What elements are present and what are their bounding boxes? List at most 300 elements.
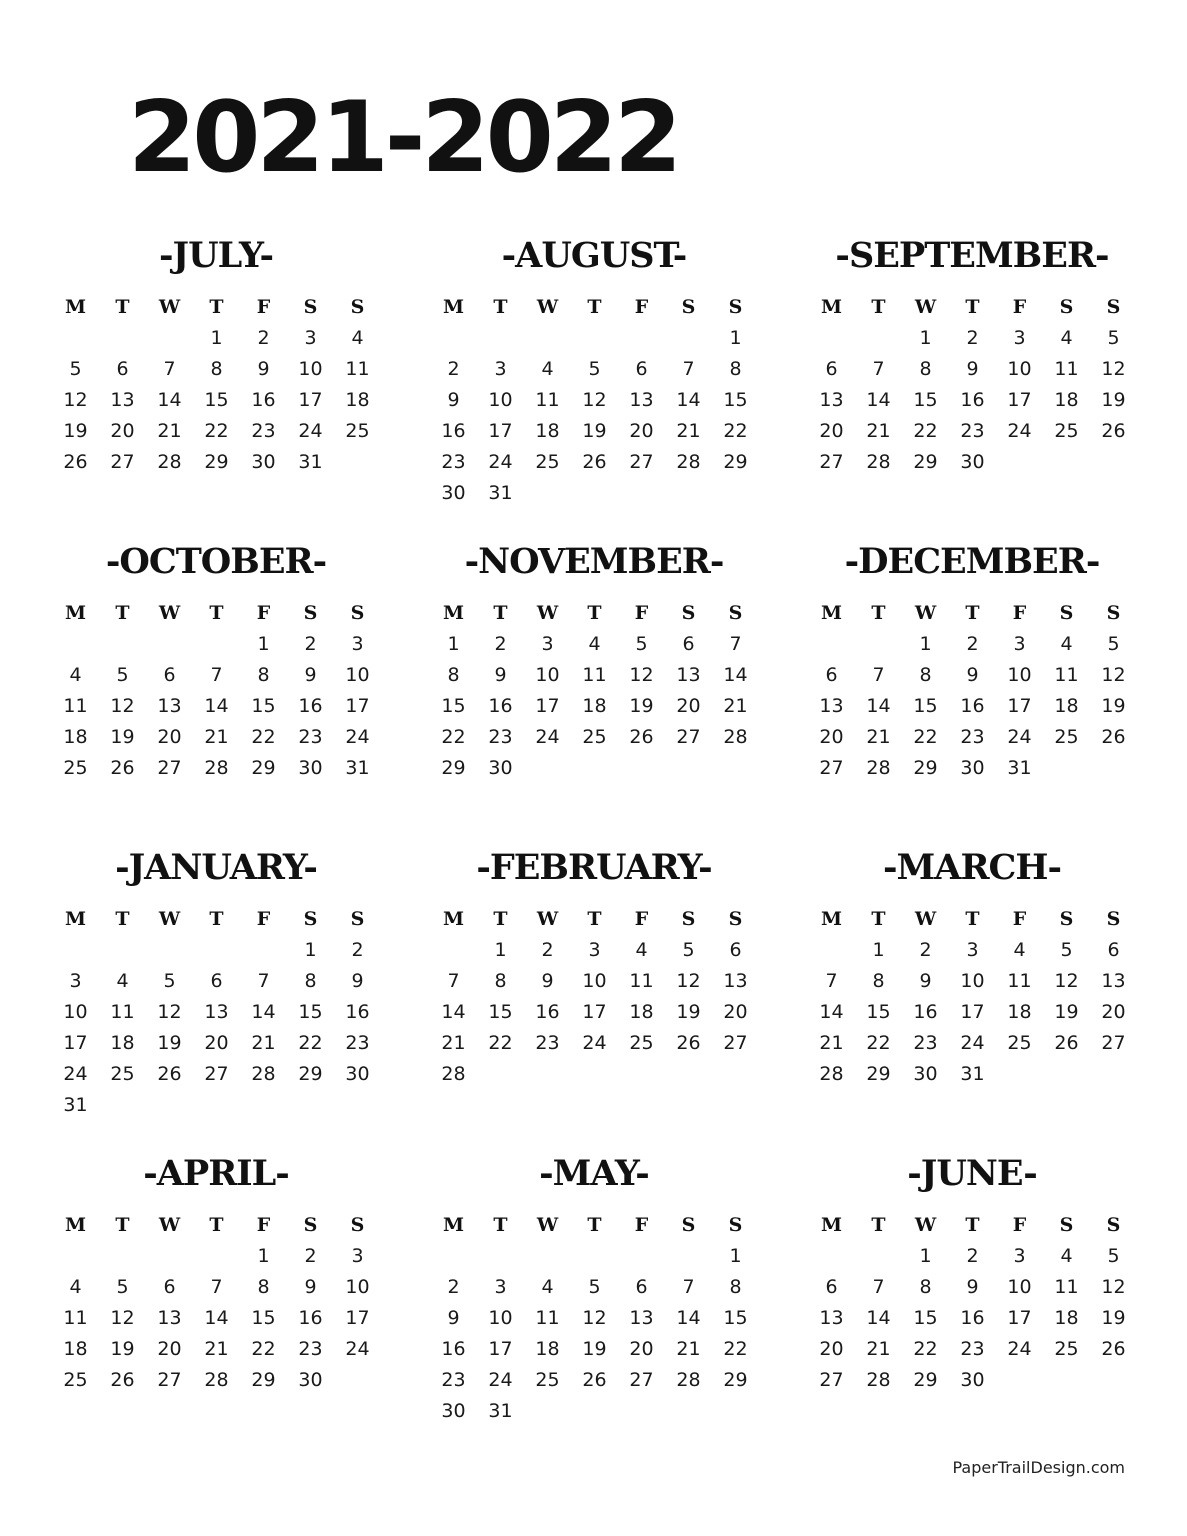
day-cell: 18	[535, 1338, 560, 1360]
day-cell: 30	[298, 1369, 323, 1391]
day-cell: 12	[1101, 664, 1126, 686]
day-cell: 21	[676, 1338, 701, 1360]
day-cell: 24	[488, 1369, 513, 1391]
day-cell: 4	[351, 327, 364, 349]
weekday-header: S	[728, 296, 743, 318]
day-cell: 7	[210, 1276, 223, 1298]
weekday-header: M	[820, 296, 843, 318]
day-cell: 8	[872, 970, 885, 992]
weekday-header: T	[871, 1214, 886, 1236]
weekday-header: S	[350, 296, 365, 318]
day-cell: 25	[1054, 420, 1079, 442]
day-cell: 4	[635, 939, 648, 961]
day-cell: 30	[960, 451, 985, 473]
day-cell: 9	[919, 970, 932, 992]
weekday-header: S	[303, 908, 318, 930]
day-cell: 7	[682, 358, 695, 380]
day-cell: 3	[541, 633, 554, 655]
weekday-header: M	[820, 602, 843, 624]
empty-day-cell	[524, 1241, 571, 1272]
day-cell: 10	[1007, 664, 1032, 686]
month-name: -AUGUST-	[501, 235, 687, 276]
weekday-header: F	[1012, 1214, 1027, 1236]
day-cell: 22	[913, 726, 938, 748]
day-cell: 3	[588, 939, 601, 961]
weekday-header: T	[209, 1214, 224, 1236]
day-cell: 19	[157, 1032, 182, 1054]
day-cell: 11	[1007, 970, 1032, 992]
day-cell: 19	[582, 420, 607, 442]
day-cell: 21	[676, 420, 701, 442]
month-calendar	[52, 228, 388, 534]
month-name: -DECEMBER-	[844, 541, 1100, 582]
day-cell: 13	[110, 389, 135, 411]
day-cell: 23	[345, 1032, 370, 1054]
day-cell: 26	[582, 451, 607, 473]
day-cell: 13	[819, 389, 844, 411]
month-calendar	[52, 840, 388, 1146]
day-cell: 11	[1054, 664, 1079, 686]
day-cell: 1	[494, 939, 507, 961]
day-cell: 6	[163, 664, 176, 686]
month-name: -APRIL-	[143, 1153, 289, 1194]
weekday-header: F	[256, 1214, 271, 1236]
day-cell: 6	[163, 1276, 176, 1298]
day-cell: 12	[1101, 1276, 1126, 1298]
day-cell: 25	[535, 1369, 560, 1391]
day-cell: 20	[723, 1001, 748, 1023]
day-cell: 2	[966, 1245, 979, 1267]
day-cell: 6	[729, 939, 742, 961]
empty-day-cell	[524, 323, 571, 354]
empty-day-cell	[855, 323, 902, 354]
day-cell: 10	[298, 358, 323, 380]
day-cell: 12	[676, 970, 701, 992]
day-cell: 8	[729, 358, 742, 380]
day-cell: 7	[447, 970, 460, 992]
day-cell: 21	[441, 1032, 466, 1054]
day-cell: 14	[204, 1307, 229, 1329]
weekday-header: T	[209, 602, 224, 624]
day-cell: 3	[494, 1276, 507, 1298]
day-cell: 31	[960, 1063, 985, 1085]
day-cell: 1	[919, 1245, 932, 1267]
day-cell: 23	[960, 1338, 985, 1360]
empty-day-cell	[146, 323, 193, 354]
day-cell: 1	[257, 1245, 270, 1267]
day-cell: 9	[304, 664, 317, 686]
day-cell: 16	[535, 1001, 560, 1023]
day-cell: 10	[960, 970, 985, 992]
day-cell: 14	[676, 1307, 701, 1329]
day-cell: 28	[723, 726, 748, 748]
day-cell: 23	[535, 1032, 560, 1054]
weekday-header: T	[871, 908, 886, 930]
day-cell: 12	[582, 1307, 607, 1329]
day-cell: 25	[63, 1369, 88, 1391]
month-days-grid	[430, 292, 766, 509]
day-cell: 1	[872, 939, 885, 961]
empty-day-cell	[855, 1241, 902, 1272]
empty-day-cell	[808, 935, 855, 966]
weekday-header: T	[587, 602, 602, 624]
day-cell: 2	[447, 358, 460, 380]
day-cell: 17	[582, 1001, 607, 1023]
day-cell: 17	[488, 420, 513, 442]
day-cell: 9	[966, 1276, 979, 1298]
empty-day-cell	[808, 1241, 855, 1272]
weekday-header: M	[64, 1214, 87, 1236]
weekday-header: T	[965, 908, 980, 930]
day-cell: 17	[345, 1307, 370, 1329]
month-name: -FEBRUARY-	[476, 847, 712, 888]
day-cell: 5	[116, 664, 129, 686]
day-cell: 26	[582, 1369, 607, 1391]
day-cell: 25	[1007, 1032, 1032, 1054]
day-cell: 17	[63, 1032, 88, 1054]
day-cell: 10	[488, 1307, 513, 1329]
weekday-header: T	[209, 908, 224, 930]
day-cell: 11	[63, 1307, 88, 1329]
day-cell: 23	[913, 1032, 938, 1054]
empty-day-cell	[193, 629, 240, 660]
day-cell: 13	[629, 389, 654, 411]
day-cell: 6	[1107, 939, 1120, 961]
weekday-header: S	[681, 296, 696, 318]
day-cell: 21	[866, 1338, 891, 1360]
day-cell: 31	[1007, 757, 1032, 779]
day-cell: 21	[819, 1032, 844, 1054]
day-cell: 24	[298, 420, 323, 442]
weekday-header: T	[587, 908, 602, 930]
day-cell: 2	[494, 633, 507, 655]
day-cell: 30	[251, 451, 276, 473]
day-cell: 6	[635, 358, 648, 380]
day-cell: 9	[351, 970, 364, 992]
day-cell: 22	[251, 1338, 276, 1360]
day-cell: 23	[298, 726, 323, 748]
day-cell: 7	[825, 970, 838, 992]
weekday-header: W	[914, 602, 937, 624]
day-cell: 9	[447, 1307, 460, 1329]
day-cell: 19	[629, 695, 654, 717]
weekday-header: T	[871, 296, 886, 318]
empty-day-cell	[477, 1241, 524, 1272]
weekday-header: T	[493, 1214, 508, 1236]
day-cell: 18	[110, 1032, 135, 1054]
day-cell: 13	[723, 970, 748, 992]
day-cell: 12	[582, 389, 607, 411]
day-cell: 12	[110, 1307, 135, 1329]
weekday-header: F	[256, 296, 271, 318]
month-days-grid	[52, 1210, 388, 1396]
day-cell: 7	[257, 970, 270, 992]
month-days-grid	[52, 292, 388, 478]
day-cell: 19	[1054, 1001, 1079, 1023]
day-cell: 10	[345, 1276, 370, 1298]
day-cell: 2	[541, 939, 554, 961]
day-cell: 8	[304, 970, 317, 992]
day-cell: 27	[204, 1063, 229, 1085]
day-cell: 1	[729, 327, 742, 349]
empty-day-cell	[52, 629, 99, 660]
empty-day-cell	[571, 1241, 618, 1272]
day-cell: 15	[723, 1307, 748, 1329]
day-cell: 5	[635, 633, 648, 655]
day-cell: 18	[1054, 695, 1079, 717]
day-cell: 27	[819, 1369, 844, 1391]
month-days-grid	[808, 904, 1144, 1090]
weekday-header: F	[1012, 602, 1027, 624]
day-cell: 4	[541, 358, 554, 380]
day-cell: 6	[116, 358, 129, 380]
weekday-header: F	[634, 1214, 649, 1236]
month-calendar	[808, 840, 1144, 1146]
day-cell: 20	[819, 1338, 844, 1360]
day-cell: 3	[494, 358, 507, 380]
weekday-header: S	[303, 1214, 318, 1236]
day-cell: 22	[866, 1032, 891, 1054]
day-cell: 1	[304, 939, 317, 961]
day-cell: 17	[345, 695, 370, 717]
weekday-header: S	[1106, 908, 1121, 930]
weekday-header: S	[681, 1214, 696, 1236]
day-cell: 11	[629, 970, 654, 992]
day-cell: 21	[157, 420, 182, 442]
day-cell: 26	[1101, 726, 1126, 748]
weekday-header: W	[158, 908, 181, 930]
day-cell: 14	[866, 695, 891, 717]
day-cell: 28	[676, 1369, 701, 1391]
day-cell: 15	[298, 1001, 323, 1023]
day-cell: 5	[1060, 939, 1073, 961]
day-cell: 24	[535, 726, 560, 748]
day-cell: 27	[819, 451, 844, 473]
weekday-header: T	[587, 296, 602, 318]
day-cell: 21	[866, 726, 891, 748]
day-cell: 17	[535, 695, 560, 717]
empty-day-cell	[52, 935, 99, 966]
day-cell: 23	[960, 726, 985, 748]
day-cell: 1	[919, 633, 932, 655]
weekday-header: F	[256, 602, 271, 624]
day-cell: 20	[1101, 1001, 1126, 1023]
month-name: -NOVEMBER-	[464, 541, 724, 582]
day-cell: 2	[966, 327, 979, 349]
day-cell: 26	[1101, 1338, 1126, 1360]
day-cell: 20	[676, 695, 701, 717]
day-cell: 10	[1007, 358, 1032, 380]
day-cell: 26	[157, 1063, 182, 1085]
day-cell: 5	[588, 358, 601, 380]
weekday-header: S	[1059, 296, 1074, 318]
day-cell: 6	[210, 970, 223, 992]
day-cell: 12	[110, 695, 135, 717]
day-cell: 16	[251, 389, 276, 411]
day-cell: 5	[1107, 633, 1120, 655]
day-cell: 2	[304, 1245, 317, 1267]
day-cell: 9	[447, 389, 460, 411]
day-cell: 29	[251, 757, 276, 779]
day-cell: 4	[1060, 1245, 1073, 1267]
day-cell: 13	[204, 1001, 229, 1023]
day-cell: 25	[110, 1063, 135, 1085]
month-days-grid	[808, 292, 1144, 478]
day-cell: 11	[63, 695, 88, 717]
weekday-header: W	[536, 908, 559, 930]
month-days-grid	[430, 1210, 766, 1427]
weekday-header: S	[1106, 296, 1121, 318]
day-cell: 16	[960, 695, 985, 717]
day-cell: 24	[488, 451, 513, 473]
day-cell: 9	[966, 358, 979, 380]
empty-day-cell	[193, 1241, 240, 1272]
empty-day-cell	[808, 629, 855, 660]
month-days-grid	[430, 904, 766, 1090]
empty-day-cell	[855, 629, 902, 660]
day-cell: 17	[960, 1001, 985, 1023]
month-name: -OCTOBER-	[105, 541, 327, 582]
weekday-header: T	[965, 296, 980, 318]
day-cell: 18	[63, 726, 88, 748]
empty-day-cell	[52, 1241, 99, 1272]
day-cell: 24	[345, 726, 370, 748]
day-cell: 5	[1107, 327, 1120, 349]
day-cell: 31	[488, 1400, 513, 1422]
day-cell: 13	[157, 1307, 182, 1329]
day-cell: 11	[535, 389, 560, 411]
day-cell: 16	[441, 1338, 466, 1360]
day-cell: 29	[866, 1063, 891, 1085]
day-cell: 23	[251, 420, 276, 442]
day-cell: 15	[913, 389, 938, 411]
weekday-header: M	[820, 1214, 843, 1236]
day-cell: 30	[441, 1400, 466, 1422]
day-cell: 19	[1101, 695, 1126, 717]
day-cell: 16	[345, 1001, 370, 1023]
day-cell: 26	[110, 757, 135, 779]
weekday-header: S	[350, 602, 365, 624]
day-cell: 3	[1013, 327, 1026, 349]
weekday-header: S	[350, 908, 365, 930]
weekday-header: M	[442, 908, 465, 930]
day-cell: 6	[825, 358, 838, 380]
day-cell: 13	[819, 1307, 844, 1329]
day-cell: 30	[488, 757, 513, 779]
day-cell: 16	[488, 695, 513, 717]
day-cell: 23	[298, 1338, 323, 1360]
day-cell: 24	[1007, 1338, 1032, 1360]
day-cell: 22	[723, 420, 748, 442]
day-cell: 21	[866, 420, 891, 442]
day-cell: 13	[1101, 970, 1126, 992]
day-cell: 18	[345, 389, 370, 411]
weekday-header: T	[965, 602, 980, 624]
day-cell: 29	[441, 757, 466, 779]
day-cell: 25	[629, 1032, 654, 1054]
day-cell: 10	[1007, 1276, 1032, 1298]
empty-day-cell	[430, 935, 477, 966]
weekday-header: S	[1106, 602, 1121, 624]
day-cell: 28	[204, 1369, 229, 1391]
weekday-header: S	[681, 908, 696, 930]
day-cell: 17	[1007, 389, 1032, 411]
weekday-header: F	[1012, 908, 1027, 930]
day-cell: 28	[441, 1063, 466, 1085]
day-cell: 8	[257, 664, 270, 686]
day-cell: 26	[676, 1032, 701, 1054]
day-cell: 20	[629, 1338, 654, 1360]
day-cell: 27	[819, 757, 844, 779]
day-cell: 5	[163, 970, 176, 992]
day-cell: 4	[588, 633, 601, 655]
empty-day-cell	[146, 935, 193, 966]
empty-day-cell	[571, 323, 618, 354]
day-cell: 3	[351, 1245, 364, 1267]
day-cell: 26	[629, 726, 654, 748]
day-cell: 1	[257, 633, 270, 655]
day-cell: 7	[163, 358, 176, 380]
day-cell: 29	[204, 451, 229, 473]
weekday-header: T	[493, 602, 508, 624]
day-cell: 7	[872, 1276, 885, 1298]
day-cell: 17	[1007, 1307, 1032, 1329]
day-cell: 30	[345, 1063, 370, 1085]
empty-day-cell	[665, 1241, 712, 1272]
day-cell: 15	[723, 389, 748, 411]
day-cell: 10	[535, 664, 560, 686]
day-cell: 3	[966, 939, 979, 961]
day-cell: 18	[1054, 1307, 1079, 1329]
weekday-header: T	[493, 908, 508, 930]
day-cell: 4	[1013, 939, 1026, 961]
day-cell: 26	[110, 1369, 135, 1391]
weekday-header: S	[1059, 602, 1074, 624]
weekday-header: W	[914, 1214, 937, 1236]
day-cell: 9	[541, 970, 554, 992]
day-cell: 7	[872, 664, 885, 686]
day-cell: 14	[251, 1001, 276, 1023]
empty-day-cell	[99, 1241, 146, 1272]
weekday-header: M	[442, 1214, 465, 1236]
day-cell: 18	[535, 420, 560, 442]
day-cell: 13	[157, 695, 182, 717]
day-cell: 15	[913, 1307, 938, 1329]
day-cell: 8	[257, 1276, 270, 1298]
day-cell: 29	[298, 1063, 323, 1085]
weekday-header: T	[115, 602, 130, 624]
day-cell: 1	[729, 1245, 742, 1267]
day-cell: 4	[116, 970, 129, 992]
month-name: -JUNE-	[907, 1153, 1037, 1194]
day-cell: 22	[441, 726, 466, 748]
day-cell: 28	[676, 451, 701, 473]
day-cell: 2	[966, 633, 979, 655]
month-calendar	[808, 534, 1144, 840]
day-cell: 25	[1054, 726, 1079, 748]
day-cell: 22	[488, 1032, 513, 1054]
day-cell: 19	[1101, 389, 1126, 411]
day-cell: 20	[819, 726, 844, 748]
day-cell: 15	[441, 695, 466, 717]
day-cell: 8	[919, 1276, 932, 1298]
weekday-header: M	[442, 602, 465, 624]
day-cell: 16	[441, 420, 466, 442]
day-cell: 20	[110, 420, 135, 442]
month-calendar	[808, 1146, 1144, 1452]
weekday-header: M	[442, 296, 465, 318]
day-cell: 19	[110, 726, 135, 748]
